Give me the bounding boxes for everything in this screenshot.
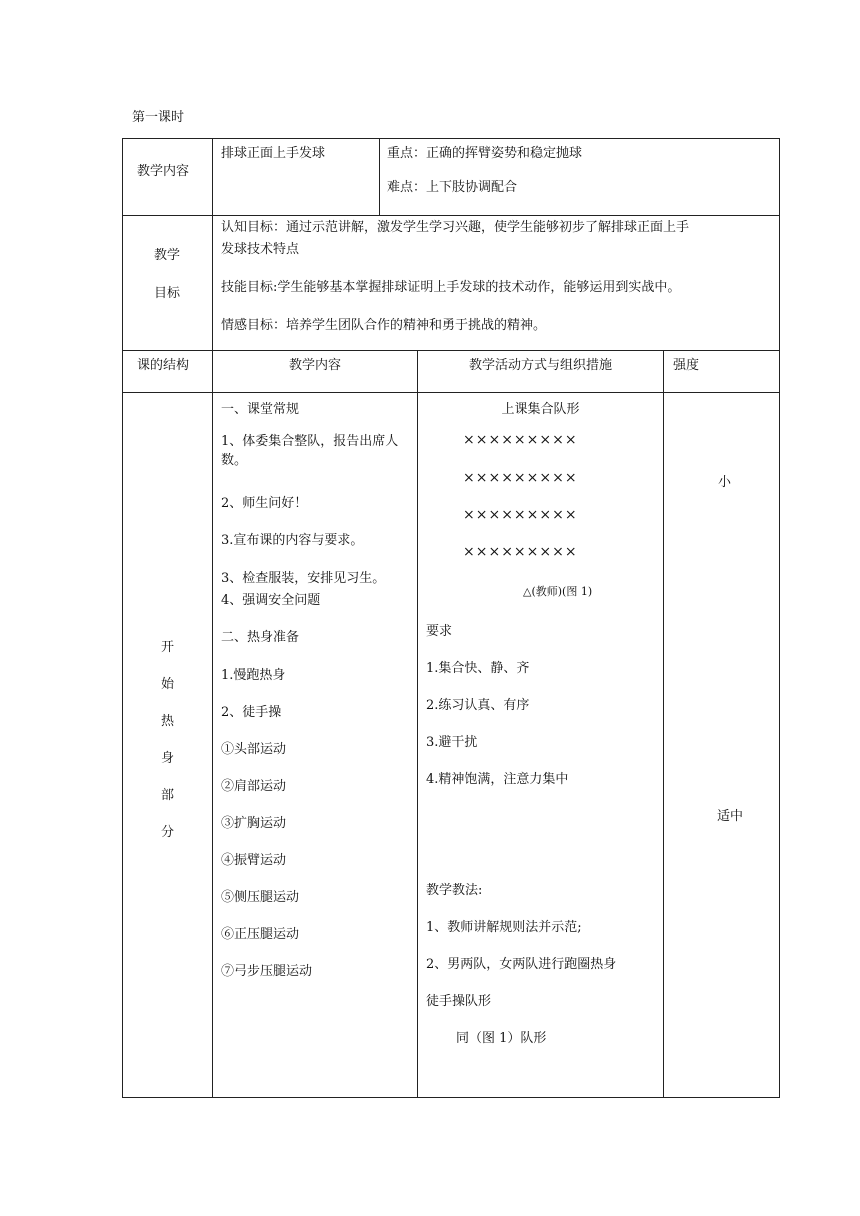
affective-goal: 情感目标：培养学生团队合作的精神和勇于挑战的精神。 (221, 318, 547, 333)
col-divider (379, 139, 380, 215)
teaching-content-header: 教学内容 (137, 164, 190, 179)
same-formation: 同（图 1）队形 (456, 1031, 547, 1046)
method-title: 教学教法: (426, 883, 483, 898)
content-item: 1.慢跑热身 (221, 668, 286, 683)
content-header: 教学内容 (288, 358, 341, 373)
key-point: 重点：正确的挥臂姿势和稳定抛球 (387, 146, 583, 161)
formation-title: 上课集合队形 (501, 402, 580, 417)
requirements-title: 要求 (426, 624, 453, 639)
content-item: 二、热身准备 (221, 630, 300, 645)
content-item: 1、体委集合整队，报告出席人数。 (221, 434, 399, 468)
content-item: 一、课堂常规 (221, 402, 300, 417)
lesson-plan-table (122, 138, 780, 1098)
teaching-goal-header-line1: 教学 (154, 248, 181, 263)
intensity-header: 强度 (673, 358, 700, 373)
content-item: 2、徒手操 (221, 705, 282, 720)
content-item: ⑤侧压腿运动 (221, 890, 300, 905)
col-divider (212, 139, 213, 350)
content-item: ①头部运动 (221, 742, 287, 757)
method-item: 1、教师讲解规则法并示范; (426, 920, 582, 935)
content-item: ④振臂运动 (221, 853, 287, 868)
teaching-goal-header-line2: 目标 (154, 286, 181, 301)
formation-row: ××××××××× (463, 507, 578, 523)
content-item: ③扩胸运动 (221, 816, 287, 831)
activity-header: 教学活动方式与组织措施 (468, 358, 612, 373)
section-label-char: 分 (161, 825, 175, 840)
formation-row: ××××××××× (463, 544, 578, 560)
skill-goal: 技能目标:学生能够基本掌握排球证明上手发球的技术动作，能够运用到实战中。 (221, 280, 681, 295)
content-item: 3、检查服装，安排见习生。 (221, 571, 386, 586)
formation-row: ××××××××× (463, 432, 578, 448)
structure-header: 课的结构 (137, 358, 190, 373)
method-item: 2、男两队，女两队进行跑圈热身 (426, 957, 617, 972)
row-divider (123, 392, 779, 393)
requirement-item: 3.避干扰 (426, 735, 478, 750)
lesson-title: 第一课时 (132, 110, 185, 125)
requirement-item: 4.精神饱满，注意力集中 (426, 772, 569, 787)
content-item: 4、强调安全问题 (221, 593, 321, 608)
section-label-char: 开 (161, 640, 175, 655)
cognitive-goal-line2: 发球技术特点 (221, 242, 300, 257)
row-divider (123, 350, 779, 351)
col-divider (417, 350, 418, 1098)
content-item: ⑥正压腿运动 (221, 927, 300, 942)
intensity-small: 小 (718, 475, 732, 490)
difficult-point: 难点：上下肢协调配合 (387, 180, 518, 195)
content-item: 2、师生问好！ (221, 496, 308, 511)
requirement-item: 2.练习认真、有序 (426, 698, 530, 713)
section-label-char: 部 (161, 788, 175, 803)
content-item: ②肩部运动 (221, 779, 287, 794)
content-item: 3.宣布课的内容与要求。 (221, 533, 364, 548)
intensity-moderate: 适中 (717, 809, 744, 824)
lesson-topic: 排球正面上手发球 (221, 146, 326, 161)
content-item: ⑦弓步压腿运动 (221, 964, 313, 979)
section-label-char: 始 (161, 677, 175, 692)
formation-row: ××××××××× (463, 470, 578, 486)
section-label-char: 身 (161, 751, 175, 766)
row-divider (123, 215, 779, 216)
teacher-caption: △(教师)(图 1) (523, 585, 593, 598)
col-divider (212, 350, 213, 1098)
exercise-formation: 徒手操队形 (426, 994, 492, 1009)
requirement-item: 1.集合快、静、齐 (426, 661, 530, 676)
section-label-char: 热 (161, 714, 175, 729)
col-divider (663, 350, 664, 1098)
cognitive-goal-line1: 认知目标：通过示范讲解，激发学生学习兴趣，使学生能够初步了解排球正面上手 (221, 220, 690, 235)
